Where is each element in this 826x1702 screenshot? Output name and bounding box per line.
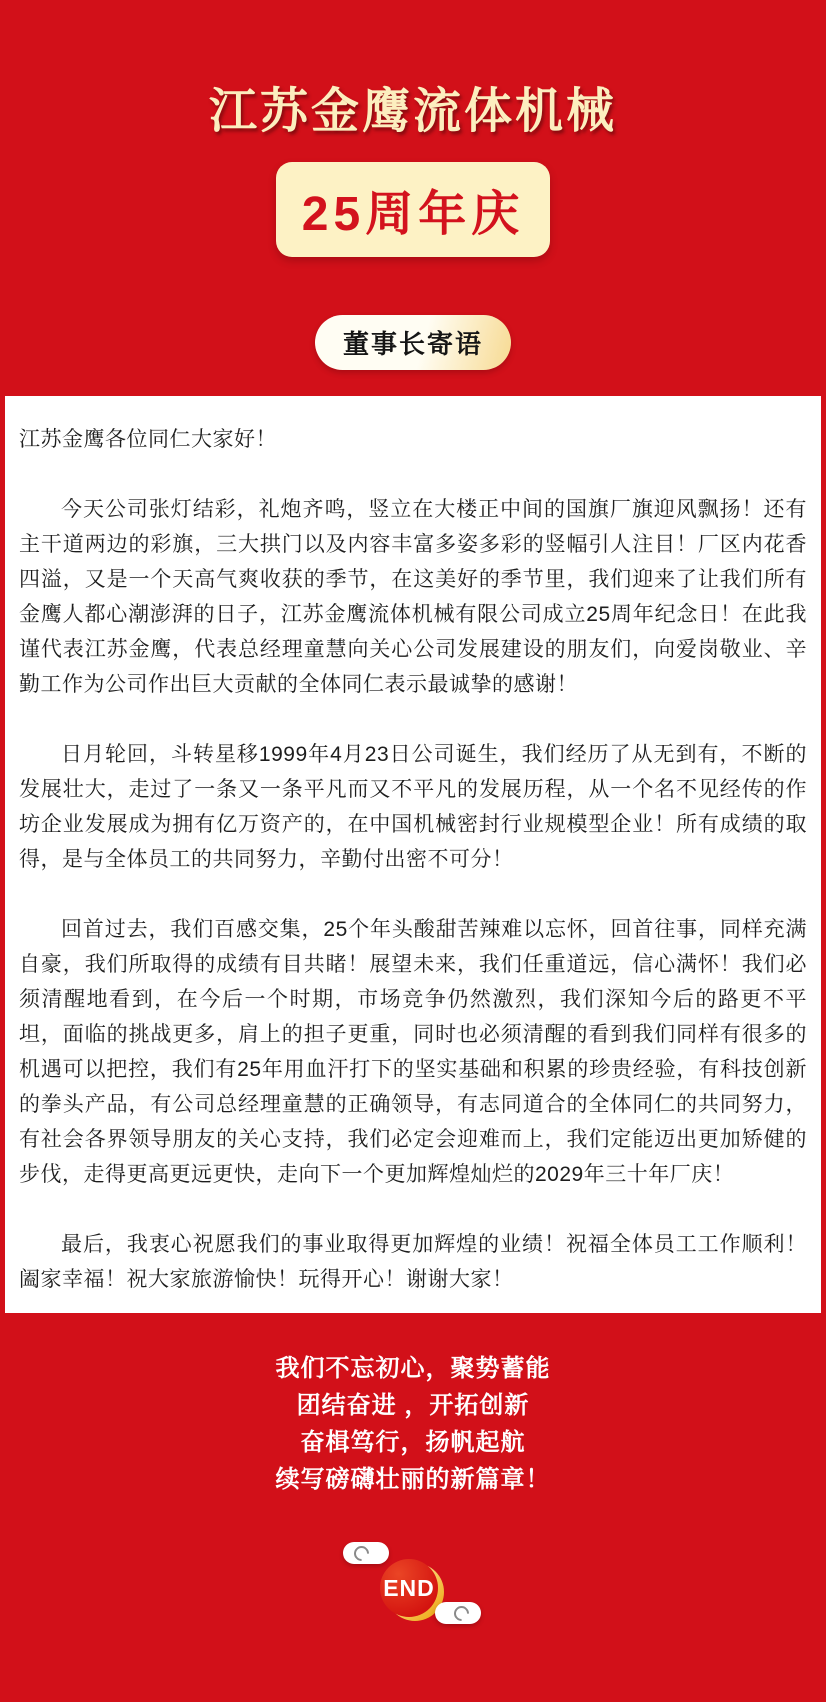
letter-paragraph: 最后，我衷心祝愿我们的事业取得更加辉煌的业绩！祝福全体员工工作顺利！阖家幸福！祝大家旅游愉快！玩得开心！谢谢大家！ bbox=[19, 1233, 807, 1291]
slogan-line: 团结奋进 ，开拓创新 bbox=[296, 1392, 530, 1419]
slogan-line: 我们不忘初心，聚势蓄能 bbox=[275, 1355, 551, 1382]
ring-icon bbox=[351, 1542, 372, 1563]
slogan-block bbox=[0, 1357, 826, 1492]
anniversary-badge: 25周年庆 bbox=[276, 162, 550, 257]
toggle-pill-decoration-bottom bbox=[435, 1602, 481, 1624]
anniversary-badge-row bbox=[0, 138, 826, 257]
section-pill-row bbox=[0, 315, 826, 370]
letter-paragraph: 日月轮回，斗转星移1999年4月23日公司诞生，我们经历了从无到有，不断的发展壮大，走过了一条又一条平凡而又不平凡的发展历程，从一个名不见经传的作坊企业发展成为拥有亿万资产的，在中国机械密封行业规模型企业！所有成绩的取得，是与全体员工的共同努力，辛勤付出密不可分！ bbox=[19, 743, 807, 871]
end-label: END bbox=[383, 1574, 435, 1601]
slogan-line: 续写磅礴壮丽的新篇章！ bbox=[275, 1466, 551, 1493]
header bbox=[0, 0, 826, 370]
end-badge bbox=[343, 1542, 483, 1628]
toggle-pill-decoration-top bbox=[343, 1542, 389, 1564]
section-pill-chairman-message: 董事长寄语 bbox=[315, 315, 511, 370]
letter-paragraph: 今天公司张灯结彩，礼炮齐鸣，竖立在大楼正中间的国旗厂旗迎风飘扬！还有主干道两边的彩旗，三大拱门以及内容丰富多姿多彩的竖幅引人注目！厂区内花香四溢，又是一个天高气爽收获的季节，在这美好的季节里，我们迎来了让我们所有金鹰人都心潮澎湃的日子，江苏金鹰流体机械有限公司成立25周年纪念日！在此我谨代表江苏金鹰，代表总经理童慧向关心公司发展建设的朋友们，向爱岗敬业、辛勤工作为公司作出巨大贡献的全体同仁表示最诚挚的感谢！ bbox=[19, 498, 807, 696]
end-circle bbox=[380, 1559, 438, 1617]
page-title: 江苏金鹰流体机械 bbox=[208, 85, 617, 138]
letter-greeting: 江苏金鹰各位同仁大家好！ bbox=[19, 428, 277, 451]
footer bbox=[0, 1357, 826, 1628]
ring-icon bbox=[450, 1602, 471, 1623]
slogan-line: 奋楫笃行，扬帆起航 bbox=[300, 1429, 526, 1456]
letter-body bbox=[5, 396, 821, 1313]
letter-paragraph: 回首过去，我们百感交集，25个年头酸甜苦辣难以忘怀，回首往事，同样充满自豪，我们所取得的成绩有目共睹！展望未来，我们任重道远，信心满怀！我们必须清醒地看到，在今后一个时期，市场竞争仍然激烈，我们深知今后的路更不平坦，面临的挑战更多，肩上的担子更重，同时也必须清醒的看到我们同样有很多的机遇可以把控，我们有25年用血汗打下的坚实基础和积累的珍贵经验，有科技创新的拳头产品，有公司总经理童慧的正确领导，有志同道合的全体同仁的共同努力，有社会各界领导朋友的关心支持，我们必定会迎难而上，我们定能迈出更加矫健的步伐，走得更高更远更快，走向下一个更加辉煌灿烂的2029年三十年厂庆！ bbox=[19, 918, 807, 1186]
